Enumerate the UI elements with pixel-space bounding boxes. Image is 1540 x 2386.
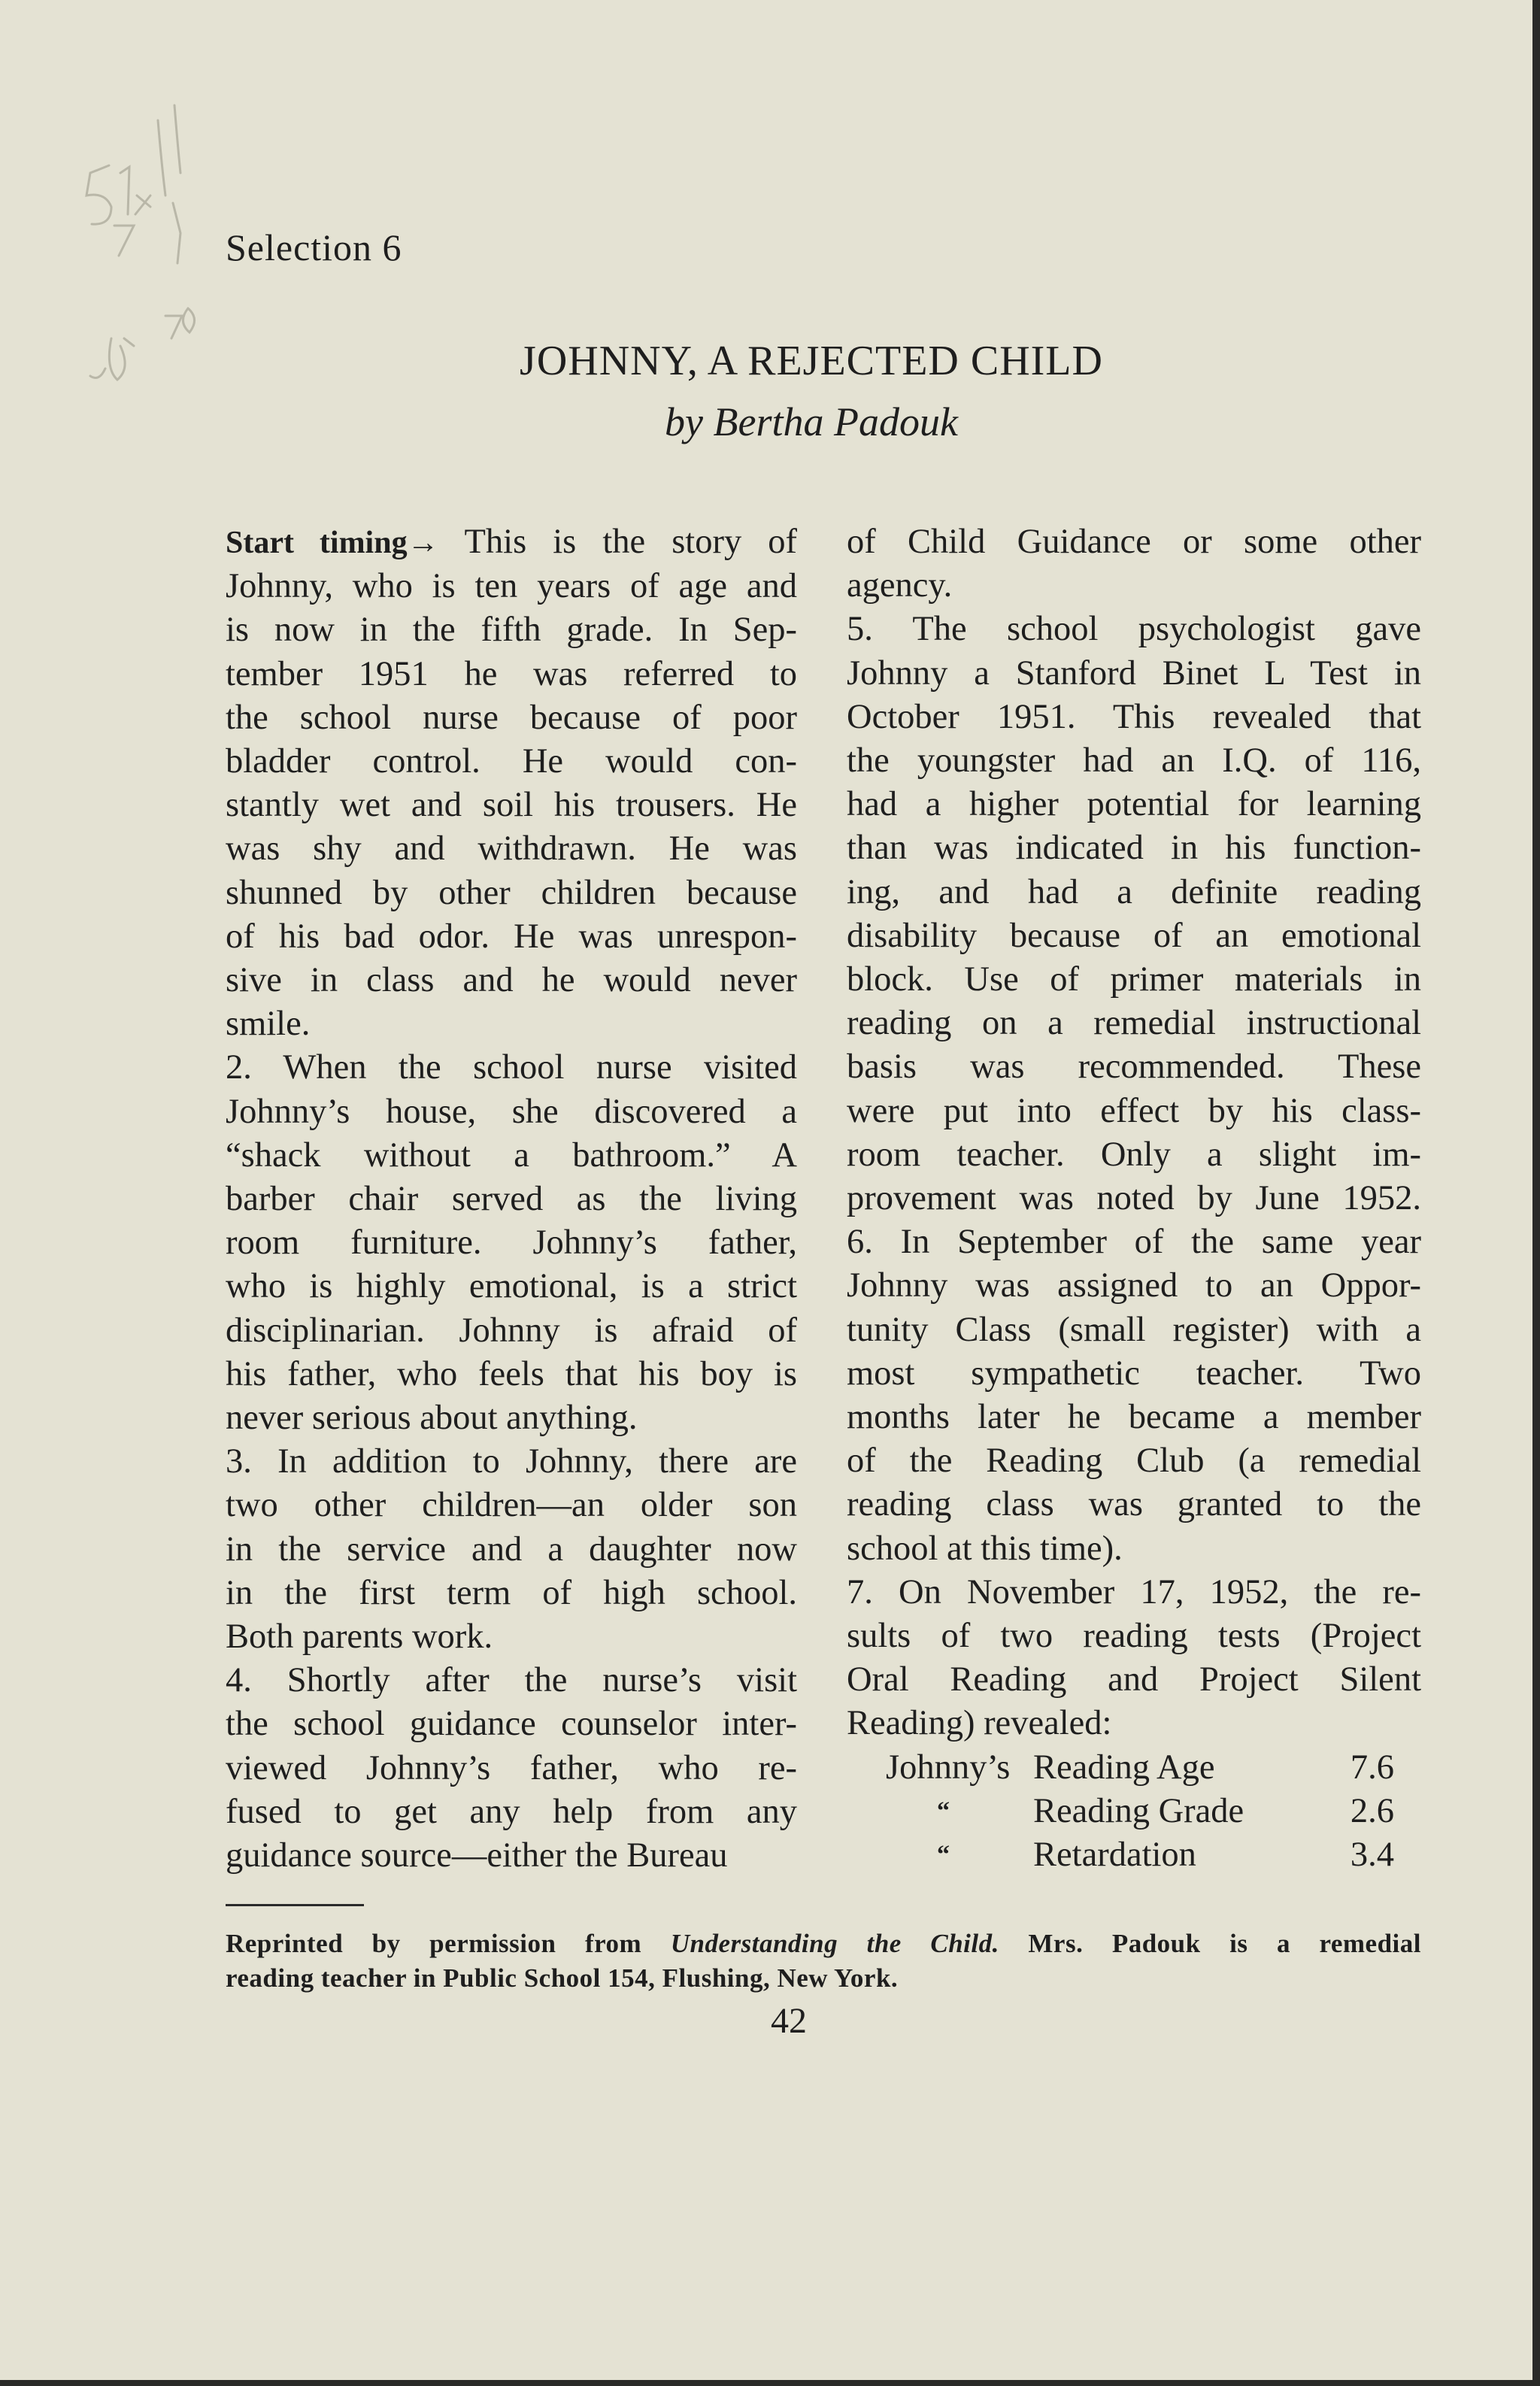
text-line: barber chair served as the living [226, 1180, 797, 1219]
text-line: bladder control. He would con- [226, 742, 797, 781]
text-line: room teacher. Only a slight im- [847, 1135, 1421, 1174]
text-line: fused to get any help from any [226, 1792, 797, 1831]
text-line: were put into effect by his class- [847, 1091, 1421, 1130]
text-line [226, 520, 797, 565]
stat-measure: Retardation [1033, 1836, 1196, 1875]
text-line: Johnny was assigned to an Oppor- [847, 1266, 1421, 1305]
start-timing-marker: Start timing→ [226, 526, 465, 560]
text-line: viewed Johnny’s father, who re- [226, 1748, 797, 1787]
stat-row [847, 1746, 1421, 1790]
selection-label: Selection 6 [226, 226, 402, 268]
text-line: tember 1951 he was referred to [226, 654, 797, 693]
stat-subject: Johnny’s [886, 1748, 1011, 1787]
text-line: of his bad odor. He was unrespon- [226, 917, 797, 956]
text-line: smile. [226, 1005, 311, 1044]
text-line: 6. In September of the same year [847, 1223, 1421, 1262]
text-line: 4. Shortly after the nurse’s visit [226, 1661, 797, 1700]
text-line: “shack without a bathroom.” A [226, 1135, 797, 1175]
page-edge [0, 2380, 1540, 2386]
stat-value: 3.4 [1350, 1836, 1394, 1875]
text-line: never serious about anything. [226, 1399, 638, 1438]
footnote-text: Reprinted by permission from [226, 1929, 642, 1958]
text-line: in the service and a daughter now [226, 1530, 797, 1569]
text-line: block. Use of primer materials in [847, 960, 1421, 999]
text-line: disability because of an emotional [847, 916, 1421, 955]
text-line: tunity Class (small register) with a [847, 1310, 1421, 1349]
text-line: October 1951. This revealed that [847, 697, 1421, 736]
text-line: two other children—an older son [226, 1486, 797, 1525]
text-span: This is the story of [464, 523, 797, 561]
text-line: is now in the fifth grade. In Sep- [226, 611, 797, 650]
text-line: had a higher potential for learning [847, 785, 1421, 824]
text-line: provement was noted by June 1952. [847, 1179, 1421, 1218]
footnote-rule [226, 1904, 364, 1906]
text-line: agency. [847, 566, 953, 605]
text-line: in the first term of high school. [226, 1573, 797, 1612]
ditto-mark: “ [937, 1796, 950, 1825]
text-line: disciplinarian. Johnny is afraid of [226, 1311, 797, 1350]
footnote-text: reading teacher in Public School 154, Flushing, New York. [226, 1963, 899, 1993]
right-column [847, 520, 1421, 1877]
text-line: Johnny, who is ten years of age and [226, 567, 797, 606]
text-line: sults of two reading tests (Project [847, 1617, 1421, 1656]
text-line: Johnny a Stanford Binet L Test in [847, 653, 1421, 693]
stat-measure: Reading Grade [1033, 1791, 1244, 1830]
text-line: of Child Guidance or some other [847, 523, 1421, 561]
text-line: the school guidance counselor inter- [226, 1705, 797, 1744]
text-line: 3. In addition to Johnny, there are [226, 1442, 797, 1481]
footnote [226, 1927, 1421, 1996]
text-line: stantly wet and soil his trousers. He [226, 786, 797, 825]
stat-row [847, 1833, 1421, 1877]
text-line: basis was recommended. These [847, 1047, 1421, 1087]
text-line: most sympathetic teacher. Two [847, 1354, 1421, 1393]
text-line: of the Reading Club (a remedial [847, 1442, 1421, 1481]
text-line: shunned by other children because [226, 873, 797, 912]
stat-value: 2.6 [1350, 1791, 1394, 1830]
text-line: sive in class and he would never [226, 961, 797, 1000]
text-line: room furniture. Johnny’s father, [226, 1223, 797, 1263]
page-edge [1532, 0, 1540, 2386]
article-byline: by Bertha Padouk [665, 399, 958, 444]
footnote-text: Mrs. Padouk is a remedial [1028, 1929, 1421, 1958]
text-line: 5. The school psychologist gave [847, 610, 1421, 649]
text-line: 7. On November 17, 1952, the re- [847, 1572, 1421, 1611]
text-line: was shy and withdrawn. He was [226, 829, 797, 869]
text-line: than was indicated in his function- [847, 829, 1421, 868]
ditto-mark: “ [937, 1841, 950, 1869]
text-line: guidance source—either the Bureau [226, 1836, 728, 1875]
text-line: school at this time). [847, 1529, 1123, 1568]
text-line: months later he became a member [847, 1398, 1421, 1437]
text-line: Both parents work. [226, 1617, 493, 1657]
stat-row [847, 1790, 1421, 1833]
article-title: JOHNNY, A REJECTED CHILD [520, 338, 1103, 384]
footnote-source-title: Understanding the Child. [670, 1929, 999, 1958]
page-number: 42 [771, 2001, 807, 2041]
text-line: reading class was granted to the [847, 1485, 1421, 1524]
text-line: ing, and had a definite reading [847, 872, 1421, 911]
text-line: Johnny’s house, she discovered a [226, 1092, 797, 1131]
text-line: the school nurse because of poor [226, 698, 797, 737]
text-line: reading on a remedial instructional [847, 1004, 1421, 1043]
text-line: 2. When the school nurse visited [226, 1048, 797, 1087]
stat-value: 7.6 [1350, 1748, 1394, 1787]
text-line: Reading) revealed: [847, 1704, 1112, 1743]
text-line: the youngster had an I.Q. of 116, [847, 741, 1421, 781]
left-column [226, 520, 797, 1878]
text-line: who is highly emotional, is a strict [226, 1267, 797, 1306]
text-line: his father, who feels that his boy is [226, 1354, 797, 1393]
reading-test-results [847, 1746, 1421, 1878]
text-line: Oral Reading and Project Silent [847, 1660, 1421, 1699]
stat-measure: Reading Age [1033, 1748, 1215, 1787]
